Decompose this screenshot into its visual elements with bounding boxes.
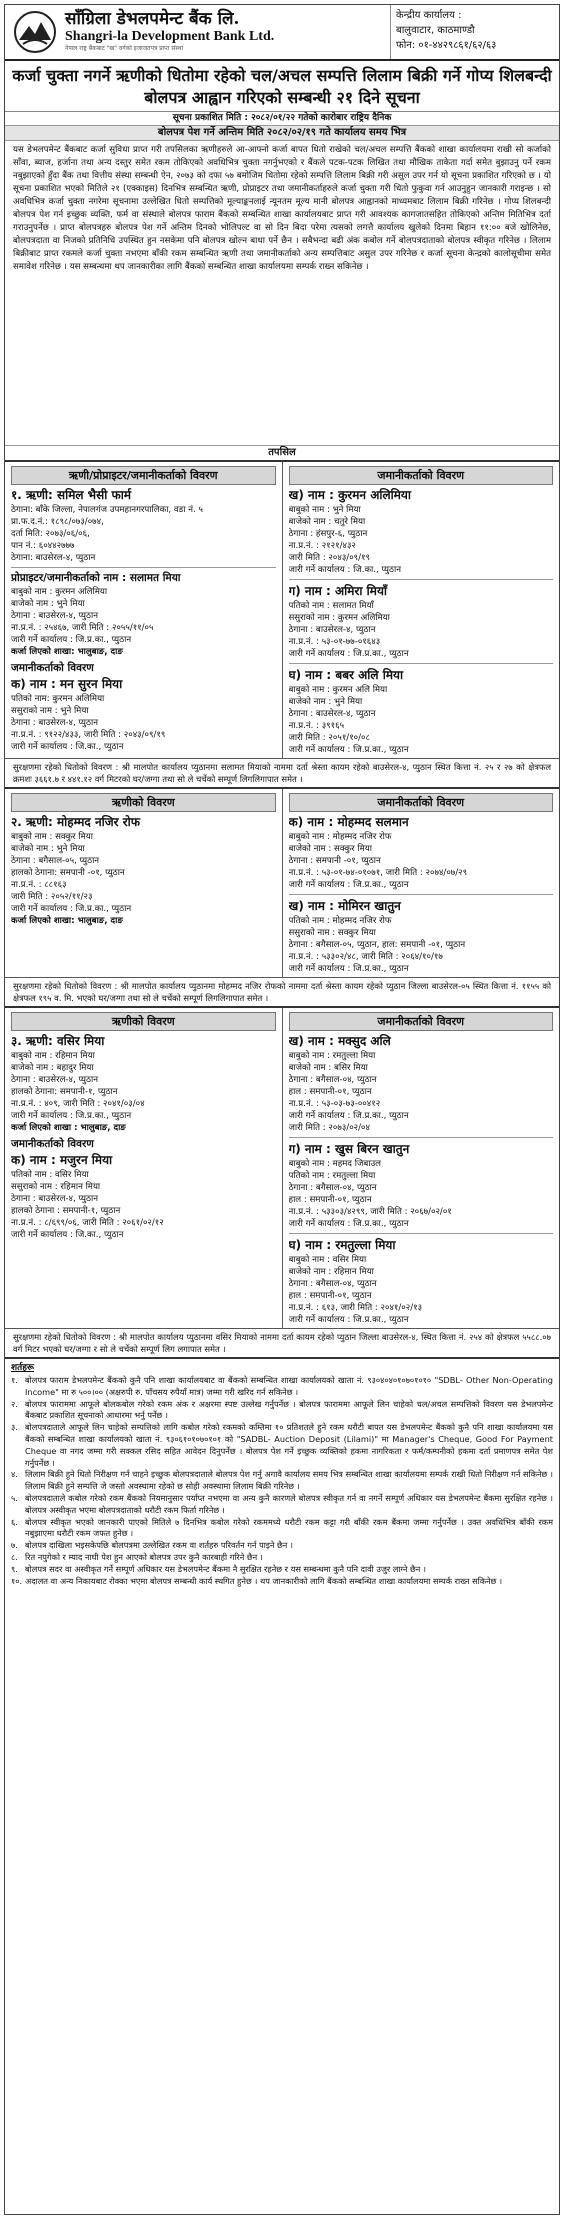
term-number: ७. <box>11 1540 18 1551</box>
detail-line: हाल : समपानी-०१, प्युठान <box>288 1087 372 1097</box>
bid-deadline-line: बोलपत्र पेश गर्ने अन्तिम मिति २०८२/०२/१९ गते कार्यालय समय भित्र <box>5 125 559 141</box>
borrower-section-1 <box>5 460 559 787</box>
notice-page <box>4 4 560 2215</box>
divider <box>289 579 554 580</box>
detail-line: ठेगाना : बाउसेरल-४, प्युठान <box>11 611 98 621</box>
detail-line: जारी गर्ने कार्यालय : जि.प्र.का., प्युठान <box>288 1315 409 1325</box>
detail-line: ठेगाना: बाउसेरल-४, प्युठान <box>11 553 96 563</box>
detail-line: जारी मिति : २०७३/०२/०४ <box>288 1123 370 1133</box>
guarantor-name: क) नाम : मन सुरन मिया <box>11 677 123 691</box>
debtor-column-header: ऋणीको विवरण <box>11 793 276 812</box>
term-number: ५. <box>11 1492 18 1503</box>
borrower-1-column <box>5 462 282 758</box>
term-number: ३. <box>11 1422 18 1433</box>
detail-line: ना.प्र.नं. : ४०९, जारी मिति : २०४१/०३/०४ <box>11 1099 145 1109</box>
borrower-3-column <box>5 1008 282 1328</box>
borrower-column-header: ऋणी/प्रोप्राइटर/जमानीकर्ताको विवरण <box>11 466 276 485</box>
term-number: १०. <box>11 1575 23 1586</box>
term-number: २. <box>11 1398 18 1409</box>
borrower-2-name: २. ऋणी: मोहम्मद नजिर रोफ <box>11 815 140 829</box>
term-item <box>11 1375 553 1399</box>
detail-line: पतिको नाम: कुरमन अलिमिया <box>11 694 105 704</box>
divider <box>11 567 276 568</box>
detail-line: ना.प्र.नं. : ६१३, जारी मिति : २०४१/०२/१३ <box>288 1303 423 1313</box>
detail-line: पतिको नाम : वसिर मिया <box>11 1170 89 1180</box>
collateral-details-2: सुरक्षणमा रहेको धितोको विवरण : श्री मालपोत कार्यालय प्युठानमा मोहम्मद नजिर रोफको नाममा दर्ता श्रेस्ता कायम रहेको प्युठान जिल्ला बाउसेरल-०५ स्थित कित्ता नं. ११५५ को क्षेत्रफल १९५ व. मि. भएको घर/जग्गा तथा सो ले चर्चेको सम्पूर्ण लिगलिगापात समेत । <box>5 977 559 1006</box>
detail-line: ठेगाना : बगैसाल-०४, प्युठान <box>288 1075 377 1085</box>
term-number: ९. <box>11 1563 18 1574</box>
terms-heading: शर्तहरू <box>11 1363 35 1373</box>
detail-line: जारी गर्ने कार्यालय : जि.प्र.का., प्युठान <box>288 1219 409 1229</box>
detail-line: ठेगाना : बाउसेरल-४, प्युठान <box>11 718 98 728</box>
detail-line: बाबुको नाम : रहिमान मिया <box>11 1051 95 1061</box>
term-text: बोलपत्र स्वीकृत भएको जानकारी पाएको मितिले ७ दिनभित्र कबोल गरेको रकममध्ये धरौटी रकम कट्टा गरी बाँकी रकम बैंकमा जम्मा गर्नुपर्नेछ । उक्त अवधिभित्र बाँकी रकम नबुझाएमा धरौटी रकम जफत हुनेछ । <box>25 1516 553 1539</box>
detail-line: हाल : समपानी-०१, प्युठान <box>288 1291 372 1301</box>
detail-line: हाल : समपानी-०१, प्युठान <box>288 1195 372 1205</box>
guarantor-column-header: जमानीकर्ताको विवरण <box>289 1012 554 1031</box>
bank-logo-icon <box>13 10 57 54</box>
term-item <box>11 1399 553 1423</box>
borrower-1-name: १. ऋणी: समिल भैसी फार्म <box>11 488 132 502</box>
detail-line: जारी गर्ने कार्यालय : जि.प्र.का., प्युठान <box>288 1111 409 1121</box>
detail-line: ना.प्र.नं. : ३९१६५ <box>288 721 345 731</box>
term-text: बोलपत्र सदर वा अस्वीकृत गर्ने सम्पूर्ण अधिकार यस डेभलपमेन्ट बैंकमा नै सुरक्षित रहनेछ र यस सम्बन्धमा कुनै पनि दावी उजुर लाग्ने छैन । <box>25 1563 426 1574</box>
bank-name-nepali: साँग्रिला डेभलपमेन्ट बैंक लि. <box>65 9 240 29</box>
detail-line: ना.प्र.नं. : ८/६९९/०६, जारी मिति : २०६१/०२/१२ <box>11 1218 164 1228</box>
detail-line: जारी गर्ने कार्यालय : जि.का., प्युठान <box>11 1230 124 1240</box>
term-item <box>11 1469 553 1493</box>
detail-line: बाबुको नाम : महमद जिबाउल <box>288 1159 381 1169</box>
guarantor-name: क) नाम : मोहम्मद सलमान <box>288 815 409 829</box>
divider <box>289 1233 554 1234</box>
term-text: बोलपत्रदाताले कबोल गरेको रकम बैंकको नियमानुसार पर्याप्त नभएमा वा अन्य कुनै कारणले बोलपत्र स्वीकृत गर्न वा नगर्ने सम्पूर्ण अधिकार यस डेभलपमेन्ट बैंकमा सुरक्षित रहनेछ । बोलपत्र अस्वीकृत भएमा बोलपत्रदाताको धरौटी रकम फिर्ता गरिनेछ । <box>25 1492 553 1515</box>
bank-tagline: नेपाल राष्ट्र बैंकबाट "ख" वर्गको इजाजतपत्र प्राप्त संस्था <box>65 45 184 52</box>
detail-line: ना.प्र.नं. : ९१२२/४३३, जारी मिति : २०४३/०९/१९ <box>11 730 166 740</box>
guarantor-column-header: जमानीकर्ताको विवरण <box>289 466 554 485</box>
detail-line: ठेगाना : बाउसेरल-४, प्युठान <box>288 709 376 719</box>
guarantor-name: ख) नाम : कुरमन अलिमिया <box>288 488 411 502</box>
guarantor-name: क) नाम : मजुरन मिया <box>11 1153 113 1167</box>
detail-line: बाबुको नाम : कुरमन अलिमिया <box>11 587 108 597</box>
detail-line: हालको ठेगाना: समपानी-१, प्युठान <box>11 1087 118 1097</box>
notice-title: कर्जा चुक्ता नगर्ने ऋणीको धितोमा रहेको चल/अचल सम्पत्ति लिलाम बिक्री गर्ने गोप्य शिलबन्दी बोलपत्र आह्वान गरिएको सम्बन्धी २१ दिने सूचना <box>5 61 559 112</box>
detail-line: ठेगाना : बाउसेरल-४, प्युठान <box>11 1075 98 1085</box>
detail-line: ठेगाना : बगैसाल-०४, प्युठान <box>288 1183 377 1193</box>
term-text: रित नपुगेको र म्याद नाघी पेश हुन आएको बोलपत्र उपर कुनै कारबाही गरिने छैन । <box>25 1551 263 1562</box>
notice-intro-paragraph: यस डेभलपमेन्ट बैंकबाट कर्जा सुविधा प्राप्त गरी तपसिलका ऋणीहरुले आ-आफ्नो कर्जा बापत धितो राखेको चल/अचल सम्पत्ति बैंकको शाखा कार्यालयमा राखी सो कर्जाको साँवा, ब्याज, हर्जाना तथा अन्य दस्तुर समेत रकम तोकिएको अवधिभित्र चुक्ता नगर्नुभएको र बैंकले पटक-पटक लिखित तथा मौखिक ताकेता गर्दा समेत बुझाउनु पर्ने रकम नबुझाएको हुँदा बैंक तथा वित्तीय संस्था सम्बन्धी ऐन, २०७३ को दफा ५७ बमोजिम धितोमा रहेको सम्पत्ति लिलाम बिक्री गरी असुल उपर गर्न यो सूचना प्रकाशित गरिएको छ । यो सूचना प्रकाशित भएको मितिले २१ (एक्काइस) दिनभित्र सम्बन्धित ऋणी, प्रोप्राइटर तथा जमानीकर्ताहरुले कर्जा चुक्ता गरी धितो फुकुवा गर्न आउनुहुन जानकारी गराइन्छ । सो अवधिभित्र कर्जा चुक्ता नगरेमा सूचनामा उल्लेखित धितो सम्पत्तिको मूल्याङ्कनलाई न्यूनतम मूल्य मानी बोलपत्र आह्वानको माध्यमबाट लिलाम बिक्री गरिनेछ । गोप्य शिलबन्दी बोलपत्र पेश गर्न इच्छुक व्यक्ति, फर्म वा संस्थाले बोलपत्र फाराम बैंकको सम्बन्धित शाखा कार्यालयबाट प्राप्त गरी आवश्यक कागजातसहित तोकिएको अन्तिम मितिभित्र दर्ता गराउनुपर्नेछ । प्राप्त बोलपत्रहरु बोलपत्र पेश गर्ने अन्तिम दिनको भोलिपल्ट वा सो दिन बिदा परेमा त्यसको लगत्तै कार्यालय खुलेको दिनमा बिहान ११:०० बजे खोलिनेछ, बोलपत्रदाता वा निजको प्रतिनिधि उपस्थित हुन नसकेमा पनि बोलपत्र खोल्न बाधा पर्ने छैन । सबैभन्दा बढी अंक कबोल गर्ने बोलपत्रदाताको बोलपत्र स्वीकृत गरिनेछ । लिलाम बिक्रीबाट प्राप्त रकमले कर्जा चुक्ता नभएमा बाँकी रकम सम्बन्धित ऋणी तथा जमानीकर्ताको अन्य सम्पत्तिबाट असुल उपर गरिनेछ र कर्जा सूचना केन्द्रको कालोसूचीमा समेत समावेश गरिनेछ । यस सम्बन्धमा थप जानकारीका लागि बैंकको सम्बन्धित शाखा कार्यालयमा सम्पर्क राख्न सकिनेछ । <box>13 145 551 272</box>
detail-line: जारी गर्ने कार्यालय : जि.प्र.का., प्युठान <box>288 745 409 755</box>
proprietor-name: प्रोप्राइटर/जमानीकर्ताको नाम : सलामत मिया <box>11 572 181 584</box>
term-text: बोलपत्रदाताले आफूले लिन चाहेको सम्पत्तिको लागि कबोल गरेको रकमको कम्तिमा १० प्रतिशतले हुने रकम धरौटी बापत यस डेभलपमेन्ट बैंकको कुनै पनि शाखा कार्यालयमा यस बैंकको सम्बन्धित शाखा कार्यालयको खाता नं. ९३०६१०१०७०१०१ को "SADBL- Auction Deposit (Lilami)" मा Manager's Cheque, Good For Payment Cheque वा नगद जम्मा गरी सक्कल रसिद सहित आवेदन दिनुपर्नेछ । बोलपत्र पेश गर्ने इच्छुक व्यक्तिको हकमा नागरिकता र फर्म/कम्पनीको हकमा दर्ता प्रमाणपत्र समेत पेश गर्नुपर्नेछ । <box>25 1422 553 1468</box>
office-info <box>390 5 559 59</box>
detail-line: बाजेको नाम : बहादुर मिया <box>11 1063 94 1073</box>
detail-line: हालको ठेगाना : समपानी-१, प्युठान <box>11 1206 121 1216</box>
detail-line: ठेगाना : समपानी -०१, प्युठान <box>288 856 381 866</box>
detail-line: जारी गर्ने कार्यालय : जि.प्र.का., प्युठान <box>288 649 409 659</box>
divider <box>289 1137 554 1138</box>
guarantor-name: ख) नाम : मक्सुद अलि <box>288 1034 391 1048</box>
guarantor-3-column <box>282 1008 560 1328</box>
guarantor-name: ग) नाम : अमिरा मियाँ <box>288 584 388 598</box>
detail-line: दर्ता मिति: २०७३/०६/०६, <box>11 529 90 539</box>
detail-line: बाबुको नाम : भुने मिया <box>288 505 361 515</box>
term-item <box>11 1552 553 1564</box>
office-label: केन्द्रीय कार्यालय : <box>396 10 462 21</box>
detail-line: प्रा.फ.द.नं.: १८९८/०७३/०७४, <box>11 517 104 527</box>
guarantor-name: ग) नाम : खुस बिरन खातुन <box>288 1142 410 1156</box>
term-number: ४. <box>11 1469 18 1480</box>
detail-line: ना.प्र.नं. : २५४६७, जारी मिति : २०५५/११/०५ <box>11 623 154 633</box>
detail-line: ठेगाना : बाउसेरल-४, प्युठान <box>288 625 376 635</box>
detail-line: ना.प्र.नं. : २१२१/४३२ <box>288 541 356 551</box>
detail-line: जारी गर्ने कार्यालय : जि.प्र.का., प्युठान <box>288 964 409 974</box>
divider <box>289 663 554 664</box>
detail-line: ठेगाना : बाउसेरल-४, प्युठान <box>11 1194 98 1204</box>
detail-line: बाबुको नाम : वसिर मिया <box>288 1255 367 1265</box>
guarantor-1-column <box>282 462 560 758</box>
term-text: बोलपत्र फाराममा आफूले बोलकबोल गरेको रकम अंक र अक्षरमा स्पष्ट उल्लेख गर्नुपर्नेछ । बोलपत्र फाराममा आफूले लिन चाहेको चल/अचल सम्पत्तिको विवरण यस डेभलपमेन्ट बैंकबाट प्रकाशित सूचनाको आधारमा भर्नु पर्नेछ । <box>25 1398 553 1421</box>
publish-date-line: सूचना प्रकाशित मिति : २०८२/०१/२२ गतेको कारोबार राष्ट्रिय दैनिक <box>172 113 392 123</box>
detail-line: पतिको नाम : मोहम्मद नजिर रोफ <box>288 916 392 926</box>
loan-branch: कर्जा लिएको शाखा : भालुबाङ, दाङ <box>11 1123 126 1133</box>
guarantor-subheading: जमानीकर्ताको विवरण <box>11 662 94 674</box>
divider <box>289 894 554 895</box>
collateral-details-1: सुरक्षणमा रहेको धितोको विवरण : श्री मालपोत कार्यालय प्युठानमा सलामत मियाको नाममा दर्ता श्रेस्ता कायम रहेको बाउसेरल-४, प्युठान स्थित कित्ता नं. २५ र २७ को क्षेत्रफल क्रमशः ३६६१.७ र ४४१.१२ वर्ग मिटरको घर/जग्गा तथा सो ले चर्चेको सम्पूर्ण लिगलिगापात समेत । <box>5 758 559 787</box>
term-number: ६. <box>11 1516 18 1527</box>
detail-line: जारी मिति : २०४३/०९/१९ <box>288 553 370 563</box>
collateral-details-3: सुरक्षणमा रहेको धितोको विवरण : श्री मालपोत कार्यालय प्युठानमा वसिर मियाको नाममा दर्ता कायम रहेको प्युठान जिल्ला बाउसेरल-४, स्थित कित्ता नं. २५४ को क्षेत्रफल ५५८८.०७ वर्ग मिटर भएको घर/जग्गा र सो ले चर्चेको सम्पूर्ण लिग लगापात समेत । <box>5 1328 559 1357</box>
detail-line: ना.प्र.नं. : ८८१६३ <box>11 880 67 890</box>
loan-branch: कर्जा लिएको शाखा: भालुबाङ, दाङ <box>11 916 123 926</box>
term-item <box>11 1517 553 1541</box>
detail-line: ठेगाना: बाँके जिल्ला, नेपालगंज उपमहानगरपालिका, वडा नं. ५ <box>11 505 203 515</box>
borrower-section-2 <box>5 787 559 1006</box>
detail-line: जारी गर्ने कार्यालय : जि.का., प्युठान <box>288 565 402 575</box>
guarantor-name: घ) नाम : रमतुल्ला मिया <box>288 1238 396 1252</box>
guarantor-column-header: जमानीकर्ताको विवरण <box>289 793 554 812</box>
borrower-section-3 <box>5 1006 559 1357</box>
bank-name-block <box>65 5 390 59</box>
bank-logo <box>5 5 65 59</box>
detail-line: ठेगाना : बगैसाल-०५, प्युठान, हाल: समपानी -०१, प्युठान <box>288 940 466 950</box>
guarantor-name: घ) नाम : बबर अलि मिया <box>288 668 404 682</box>
detail-line: ठेगाना : हंसपुर-६, प्युठान <box>288 529 368 539</box>
term-item <box>11 1422 553 1469</box>
detail-line: ससुराको नाम : भुने मिया <box>11 706 89 716</box>
detail-line: जारी गर्ने कार्यालय : जि.प्र.का., प्युठान <box>11 1111 132 1121</box>
detail-line: पतिको नाम : रमतुल्ला मिया <box>288 1171 376 1181</box>
guarantor-subheading: जमानीकर्ताको विवरण <box>11 1138 94 1150</box>
schedule-heading: तपसिल <box>5 445 559 460</box>
term-number: १. <box>11 1375 18 1385</box>
detail-line: बाजेको नाम : भुने मिया <box>11 844 85 854</box>
detail-line: ससुराको नाम : कुरमन अलिमिया <box>288 613 390 623</box>
detail-line: जारी गर्ने कार्यालय : जि.का., प्युठान <box>11 742 124 752</box>
detail-line: ना.प्र.नं. : ५३-०३-७३-००४१२ <box>288 1099 381 1109</box>
office-place: बालुवाटार, काठमाण्डौ <box>396 25 475 36</box>
detail-line: बाजेको नाम : रहिमान मिया <box>288 1267 374 1277</box>
terms-section <box>5 1357 559 1590</box>
detail-line: ना.प्र.नं. : ५३३०२/४८, जारी मिति : २०६४/१०/१७ <box>288 952 443 962</box>
borrower-3-name: ३. ऋणी: वसिर मिया <box>11 1034 105 1048</box>
term-item <box>11 1576 553 1588</box>
detail-line: बाबुको नाम : कुरमन अलि मिया <box>288 685 388 695</box>
detail-line: ठेगाना : बगैसाल-०५, प्युठान <box>11 856 100 866</box>
detail-line: जारी मिति : २०५२/११/२३ <box>11 892 93 902</box>
debtor-column-header: ऋणीको विवरण <box>11 1012 276 1031</box>
term-item <box>11 1564 553 1576</box>
borrower-2-column <box>5 789 282 977</box>
detail-line: बाजेको नाम : भुने मिया <box>11 599 85 609</box>
detail-line: हालको ठेगाना: समपानी -०१, प्युठान <box>11 868 125 878</box>
detail-line: ना.प्र.नं. : ५३-०१-७४-०१०७१, जारी मिति : २०७४/०७/२९ <box>288 868 468 878</box>
detail-line: बाजेको नाम : बसिर मिया <box>288 1063 368 1073</box>
detail-line: ससुराको नाम : रहिमान मिया <box>11 1182 101 1192</box>
bank-name-english: Shangri-la Development Bank Ltd. <box>65 29 275 44</box>
detail-line: जारी गर्ने कार्यालय : जि.प्र.का., प्युठान <box>11 635 132 645</box>
term-text: अदालत वा अन्य निकायबाट रोक्का भएमा बोलपत्र सम्बन्धी कार्य स्थगित हुनेछ । थप जानकारीको लागि बैंकको सम्बन्धित शाखा कार्यालयमा सम्पर्क राख्न सकिनेछ । <box>25 1575 503 1586</box>
guarantor-2-column <box>282 789 560 977</box>
detail-line: पान नं.: ६०४४२७७७ <box>11 541 75 551</box>
detail-line: बाजेको नाम : भुने मिया <box>288 697 363 707</box>
office-phone: फोन: ०१-४४२९८६१/६२/६३ <box>396 40 497 51</box>
detail-line: ठेगाना : बगैसाल-०४, प्युठान <box>288 1279 377 1289</box>
bank-header <box>5 5 559 61</box>
detail-line: पतिको नाम : सलामत मियाँ <box>288 601 374 611</box>
term-text: लिलाम बिक्री हुने धितो निरीक्षण गर्न चाहने इच्छुक बोलपत्रदाताले बोलपत्र पेश गर्नु अगावै कार्यालय समय भित्र सम्बन्धित शाखा कार्यालयमा सम्पर्क राखी धितो निरीक्षण गर्न सकिनेछ । लिलाम बिक्री हुने सम्पत्ति जे जस्तो अवस्थामा रहेको छ सोही अवस्थामा लिलाम बिक्री गरिनेछ । <box>25 1469 553 1492</box>
term-text: बोलपत्र दाखिला भइसकेपछि बोलपत्रमा उल्लेखित रकम वा शर्तहरु परिवर्तन गर्न पाइने छैन । <box>25 1540 294 1551</box>
loan-branch: कर्जा लिएको शाखा: भालुबाङ, दाङ <box>11 647 123 657</box>
detail-line: जारी गर्ने कार्यालय : जि.प्र.का., प्युठान <box>11 904 132 914</box>
term-number: ८. <box>11 1551 18 1562</box>
term-item <box>11 1540 553 1552</box>
guarantor-name: ख) नाम : मोमिरन खातुन <box>288 899 401 913</box>
detail-line: बाजेको नाम : चतुरे मिया <box>288 517 366 527</box>
detail-line: बाबुको नाम : रमतुल्ला मिया <box>288 1051 376 1061</box>
detail-line: बाजेको नाम : सक्कुर मिया <box>288 844 372 854</box>
term-text: बोलपत्र फाराम डेभलपमेन्ट बैंकको कुनै पनि शाखा कार्यालयबाट वा बैंकको सम्बन्धित शाखा कार्यालयको खाता नं. ९३०४०४०१०७०१०१० "SDBL- Other Non-Operating Income" मा रु ५००।०० (अक्षरुपी रु. पाँचसय रुपैयाँ मात्र) जम्मा गरी खरिद गर्न सकिनेछ । <box>25 1375 553 1397</box>
term-item <box>11 1493 553 1517</box>
detail-line: बाबुको नाम : मोहम्मद नजिर रोफ <box>288 832 392 842</box>
detail-line: ससुराको नाम : सक्कुर मिया <box>288 928 376 938</box>
detail-line: जारी मिति : २०५१/१०/०८ <box>288 733 370 743</box>
detail-line: ना.प्र.नं. : ५३३०३/४२९९, जारी मिति : २०६७/०२/०१ <box>288 1207 452 1217</box>
detail-line: जारी गर्ने कार्यालय : जि.प्र.का., प्युठान <box>288 880 409 890</box>
detail-line: ना.प्र.नं. : ५३-०१-७७-०१६४३ <box>288 637 381 647</box>
detail-line: बाबुको नाम : सक्कुर मिया <box>11 832 94 842</box>
